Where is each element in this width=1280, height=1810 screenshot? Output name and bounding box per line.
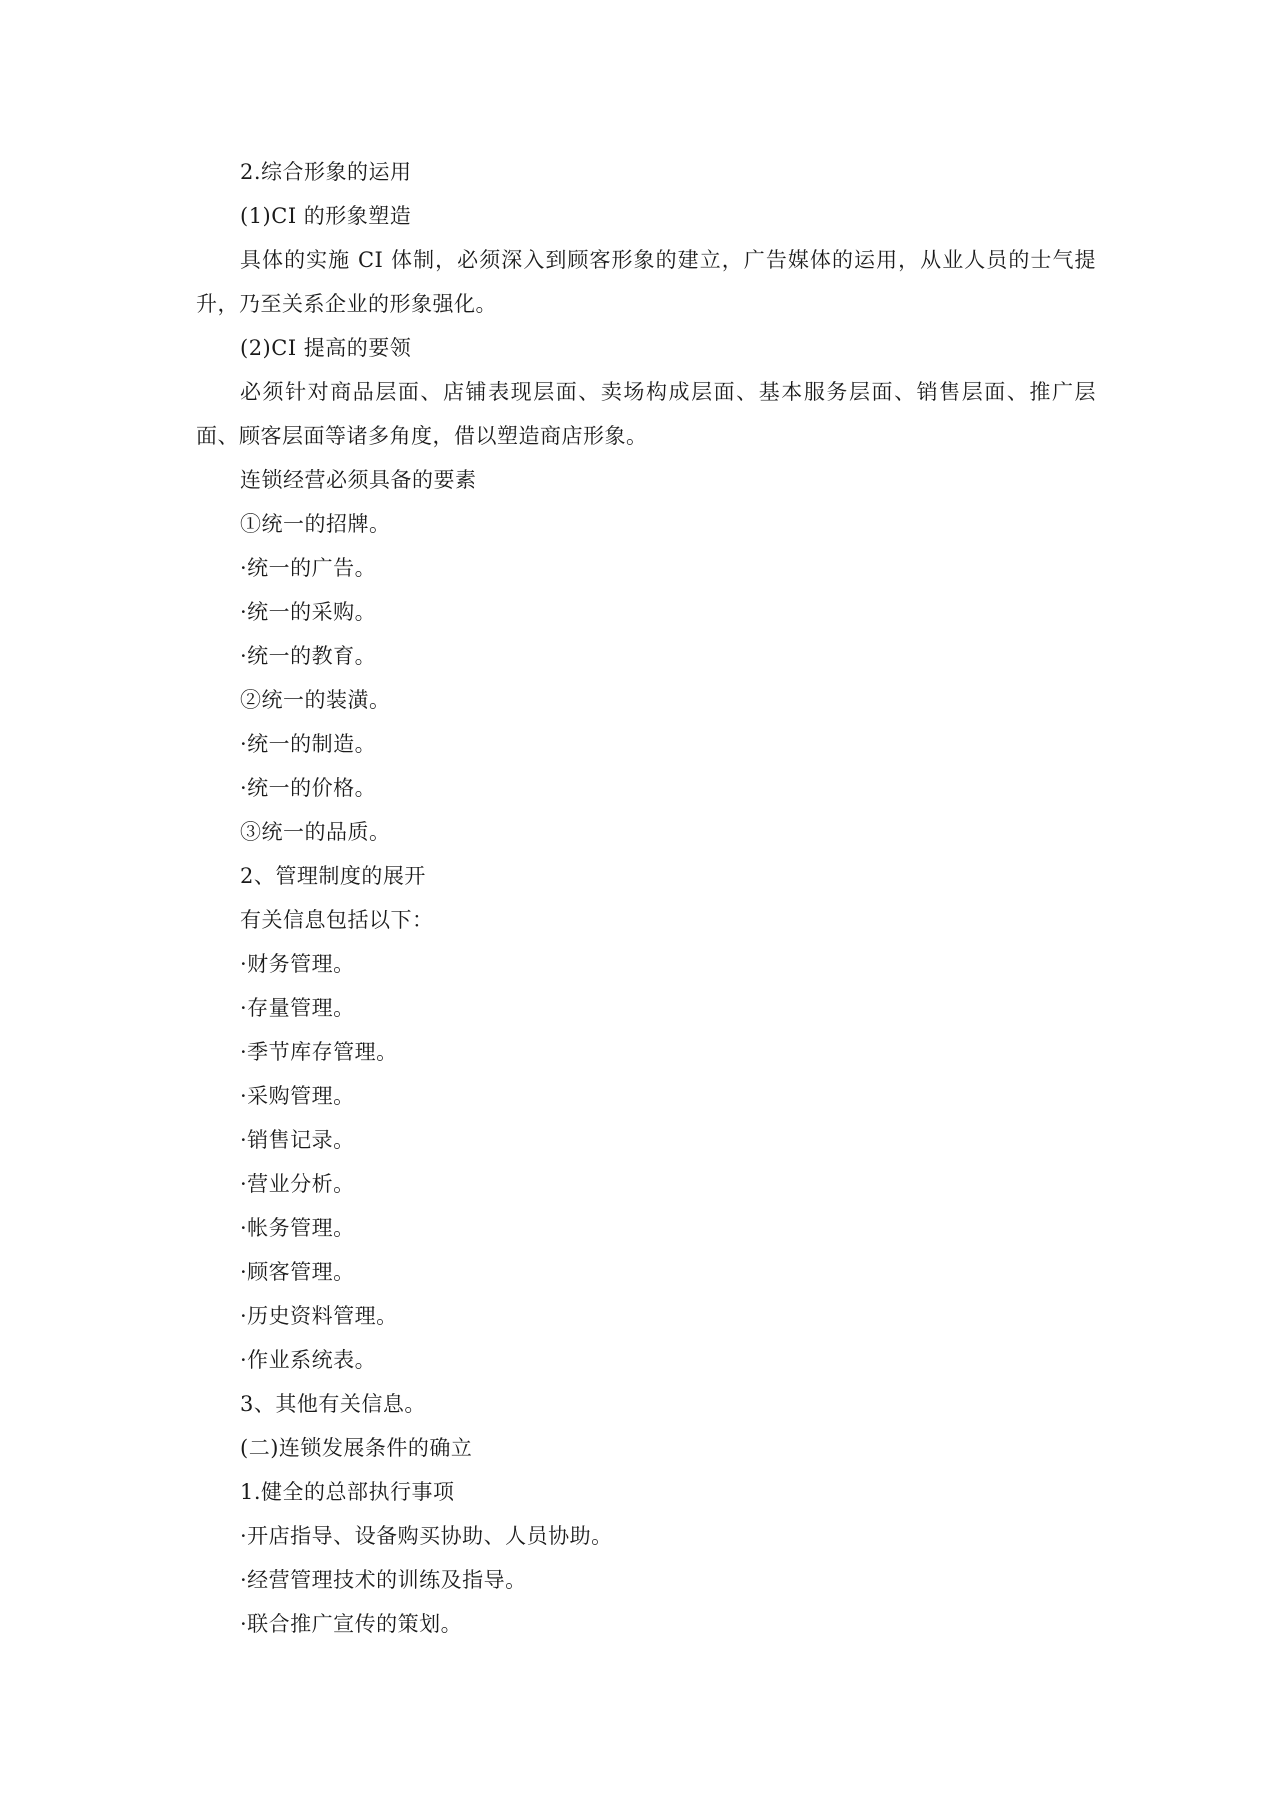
- list-item: ·统一的教育。: [240, 644, 377, 668]
- paragraph: 必须针对商品层面、店铺表现层面、卖场构成层面、基本服务层面、销售层面、推广层面、顾客层面等诸多角度，借以塑造商店形象。: [196, 380, 1096, 448]
- section-heading: 2、管理制度的展开: [240, 864, 426, 888]
- list-item: ·存量管理。: [240, 996, 355, 1020]
- list-item: ·作业系统表。: [240, 1348, 377, 1372]
- paragraph: 具体的实施 CI 体制，必须深入到顾客形象的建立，广告媒体的运用，从业人员的士气提升，乃至关系企业的形象强化。: [196, 248, 1096, 316]
- list-item: ·统一的制造。: [240, 732, 377, 756]
- list-item: ·财务管理。: [240, 952, 355, 976]
- list-item: ·经营管理技术的训练及指导。: [240, 1568, 527, 1592]
- list-heading: 有关信息包括以下：: [240, 908, 434, 932]
- list-item: ③统一的品质。: [240, 820, 391, 844]
- list-item: ·季节库存管理。: [240, 1040, 398, 1064]
- list-item: ②统一的装潢。: [240, 688, 391, 712]
- list-item: ·销售记录。: [240, 1128, 355, 1152]
- list-item: ①统一的招牌。: [240, 512, 391, 536]
- section-heading: 3、其他有关信息。: [240, 1392, 426, 1416]
- list-heading: 连锁经营必须具备的要素: [240, 468, 477, 492]
- subsection-heading: (2)CI 提高的要领: [240, 336, 412, 360]
- list-item: ·采购管理。: [240, 1084, 355, 1108]
- list-item: ·营业分析。: [240, 1172, 355, 1196]
- list-item: ·帐务管理。: [240, 1216, 355, 1240]
- list-item: ·统一的广告。: [240, 556, 377, 580]
- document-body: [196, 150, 1096, 1646]
- list-item: ·联合推广宣传的策划。: [240, 1612, 463, 1636]
- section-heading: (二)连锁发展条件的确立: [240, 1436, 473, 1460]
- list-item: ·统一的价格。: [240, 776, 377, 800]
- list-item: ·历史资料管理。: [240, 1304, 398, 1328]
- subsection-heading: (1)CI 的形象塑造: [240, 204, 412, 228]
- section-heading: 2.综合形象的运用: [240, 160, 412, 184]
- list-item: ·统一的采购。: [240, 600, 377, 624]
- list-item: ·开店指导、设备购买协助、人员协助。: [240, 1524, 613, 1548]
- subsection-heading: 1.健全的总部执行事项: [240, 1480, 455, 1504]
- list-item: ·顾客管理。: [240, 1260, 355, 1284]
